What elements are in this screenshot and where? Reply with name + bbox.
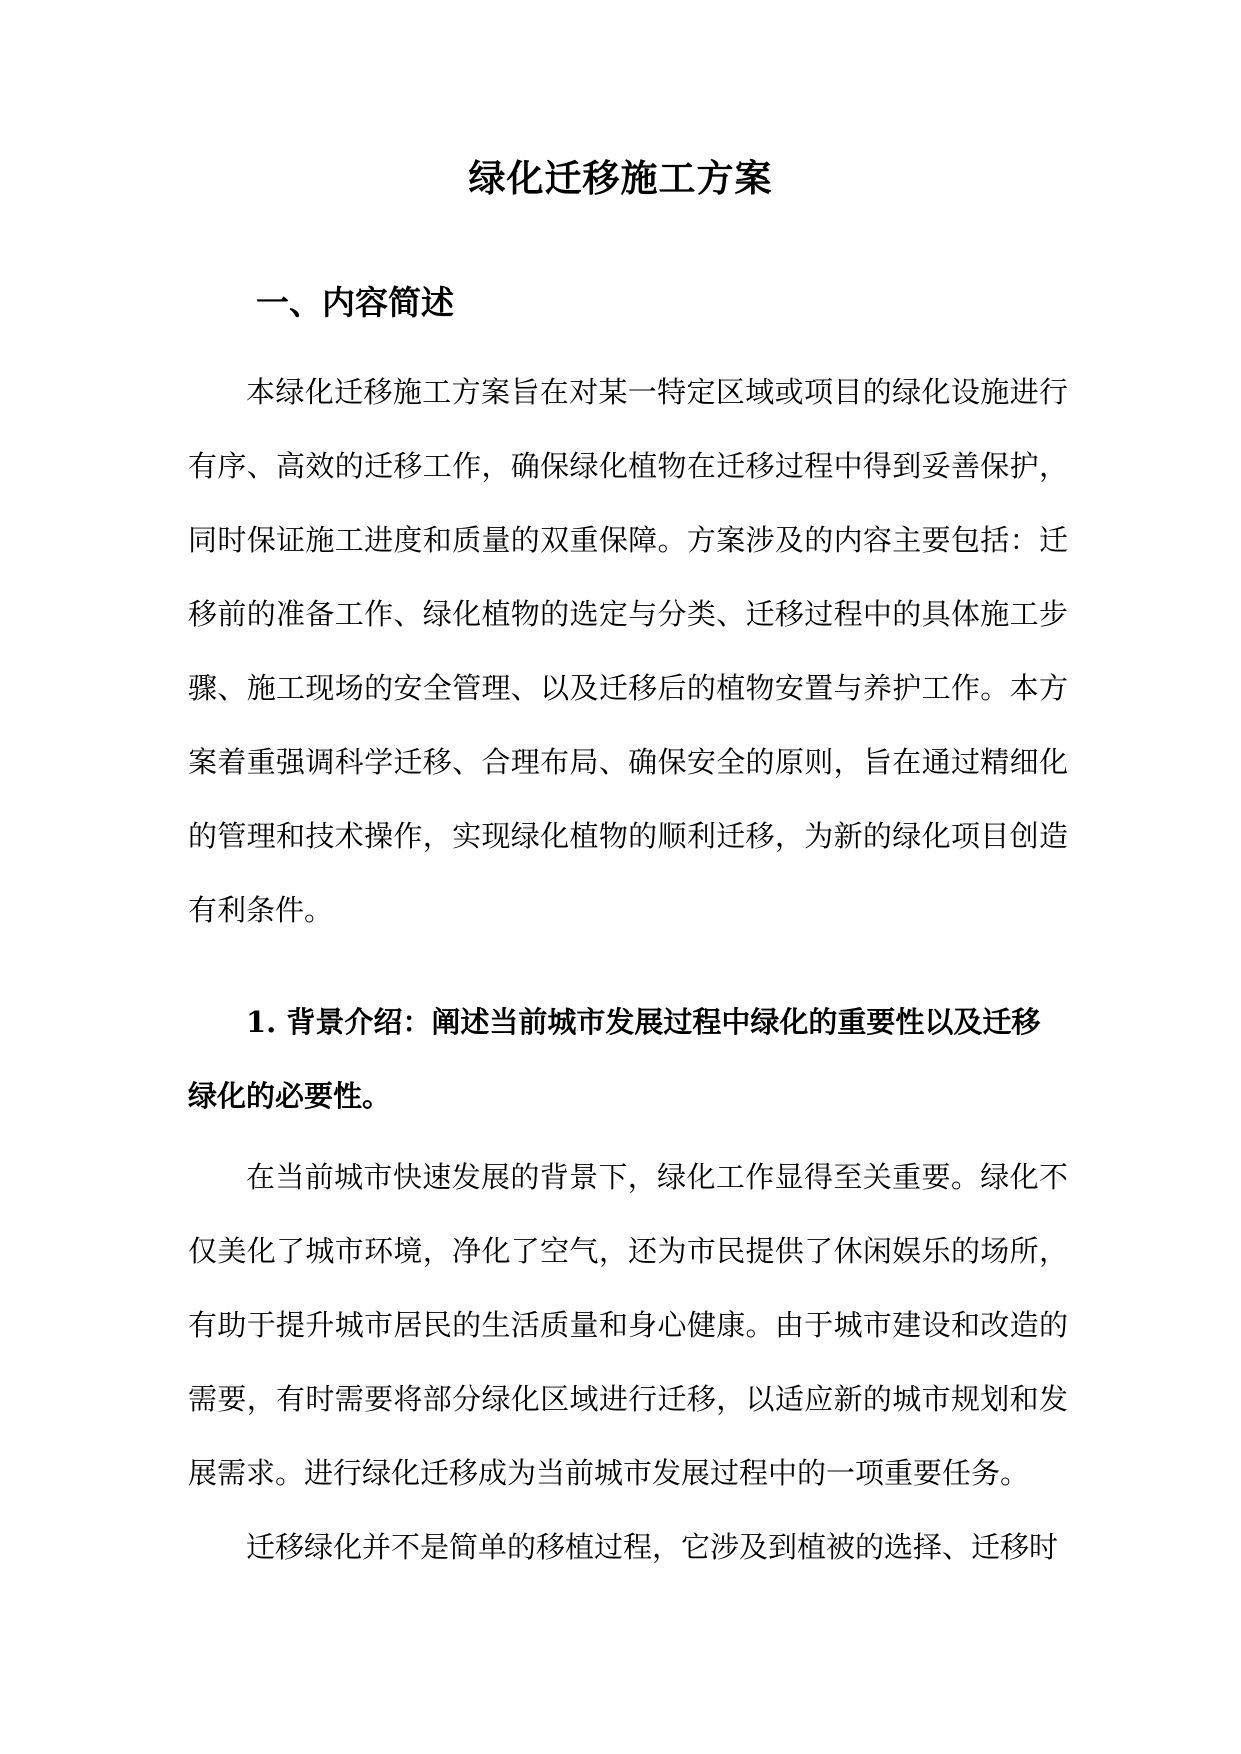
background-paragraph-1: 在当前城市快速发展的背景下，绿化工作显得至关重要。绿化不仅美化了城市环境，净化了空气，还为市民提供了休闲娱乐的场所，有助于提升城市居民的生活质量和身心健康。由于城市建设和改造的需要，有时需要将部分绿化区域进行迁移，以适应新的城市规划和发展需求。进行绿化迁移成为当前城市发展过程中的一项重要任务。 <box>188 1160 1068 1490</box>
background-paragraph-2: 迁移绿化并不是简单的移植过程，它涉及到植被的选择、迁移时 <box>246 1530 1059 1564</box>
subsection-heading-background: 1. 背景介绍：阐述当前城市发展过程中绿化的重要性以及迁移绿化的必要性。 <box>188 1005 1041 1113</box>
section-heading-summary: 一、内容简述 <box>256 283 454 322</box>
summary-paragraph: 本绿化迁移施工方案旨在对某一特定区域或项目的绿化设施进行有序、高效的迁移工作，确保绿化植物在迁移过程中得到妥善保护，同时保证施工进度和质量的双重保障。方案涉及的内容主要包括：迁移前的准备工作、绿化植物的选定与分类、迁移过程中的具体施工步骤、施工现场的安全管理、以及迁移后的植物安置与养护工作。本方案着重强调科学迁移、合理布局、确保安全的原则，旨在通过精细化的管理和技术操作，实现绿化植物的顺利迁移，为新的绿化项目创造有利条件。 <box>188 375 1068 927</box>
document-title: 绿化迁移施工方案 <box>468 156 773 200</box>
